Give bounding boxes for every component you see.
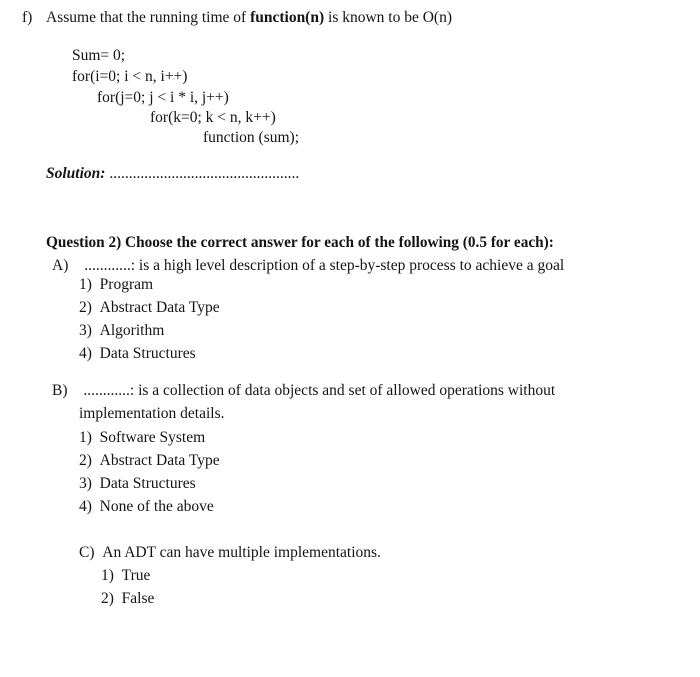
option-number: 4) <box>79 498 92 515</box>
option-b-1 <box>79 430 205 446</box>
option-number: 1) <box>101 567 114 584</box>
question-b-text: is a collection of data objects and set of allowed operations without <box>134 382 556 399</box>
question-b-text-line2: implementation details. <box>79 405 225 422</box>
question-b-label: B) <box>52 382 68 399</box>
part-f-text-after: is known to be O(n) <box>324 9 453 26</box>
code-line-3: for(j=0; j < i * i, j++) <box>97 89 229 106</box>
question-a-label: A) <box>52 257 69 274</box>
option-c-1 <box>101 568 150 584</box>
solution-row <box>46 166 299 182</box>
option-number: 1) <box>79 276 92 293</box>
option-text: None of the above <box>99 498 214 515</box>
question-b-blank: ............: <box>83 382 135 399</box>
solution-blank: ................................................. <box>109 165 300 182</box>
question2-heading: Question 2) Choose the correct answer for each of the following (0.5 for each): <box>46 234 554 251</box>
option-text: Data Structures <box>99 475 196 492</box>
code-line-1: Sum= 0; <box>72 47 126 64</box>
option-a-1 <box>79 277 153 293</box>
option-a-3 <box>79 323 164 339</box>
code-line-2: for(i=0; i < n, i++) <box>72 68 188 85</box>
option-number: 4) <box>79 345 92 362</box>
option-text: Program <box>99 276 154 293</box>
question-a-row <box>52 258 564 274</box>
part-f-text-before: Assume that the running time of <box>46 9 251 26</box>
part-f-question <box>46 10 452 26</box>
option-b-3 <box>79 476 196 492</box>
option-a-2 <box>79 300 220 316</box>
option-number: 2) <box>101 590 114 607</box>
option-number: 3) <box>79 322 92 339</box>
option-text: Software System <box>99 429 206 446</box>
option-text: Data Structures <box>99 345 196 362</box>
option-number: 2) <box>79 452 92 469</box>
option-number: 2) <box>79 299 92 316</box>
option-number: 3) <box>79 475 92 492</box>
option-text: Abstract Data Type <box>99 452 220 469</box>
question-c-text: An ADT can have multiple implementations. <box>102 544 381 561</box>
question-c-label: C) <box>79 544 95 561</box>
code-line-4: for(k=0; k < n, k++) <box>150 109 276 126</box>
option-c-2 <box>101 591 154 607</box>
option-text: False <box>121 590 155 607</box>
question-a-blank: ............: <box>84 257 136 274</box>
option-a-4 <box>79 346 196 362</box>
part-f-label: f) <box>22 9 33 26</box>
option-text: Abstract Data Type <box>99 299 220 316</box>
solution-label: Solution: <box>46 165 106 182</box>
question-b-row <box>52 383 555 399</box>
option-b-2 <box>79 453 220 469</box>
option-text: True <box>121 567 151 584</box>
question-a-text: is a high level description of a step-by-step process to achieve a goal <box>135 257 565 274</box>
part-f-function-bold: function(n) <box>250 9 325 26</box>
option-text: Algorithm <box>99 322 165 339</box>
question-c-row <box>79 545 381 561</box>
option-b-4 <box>79 499 214 515</box>
option-number: 1) <box>79 429 92 446</box>
code-line-5: function (sum); <box>203 129 299 146</box>
